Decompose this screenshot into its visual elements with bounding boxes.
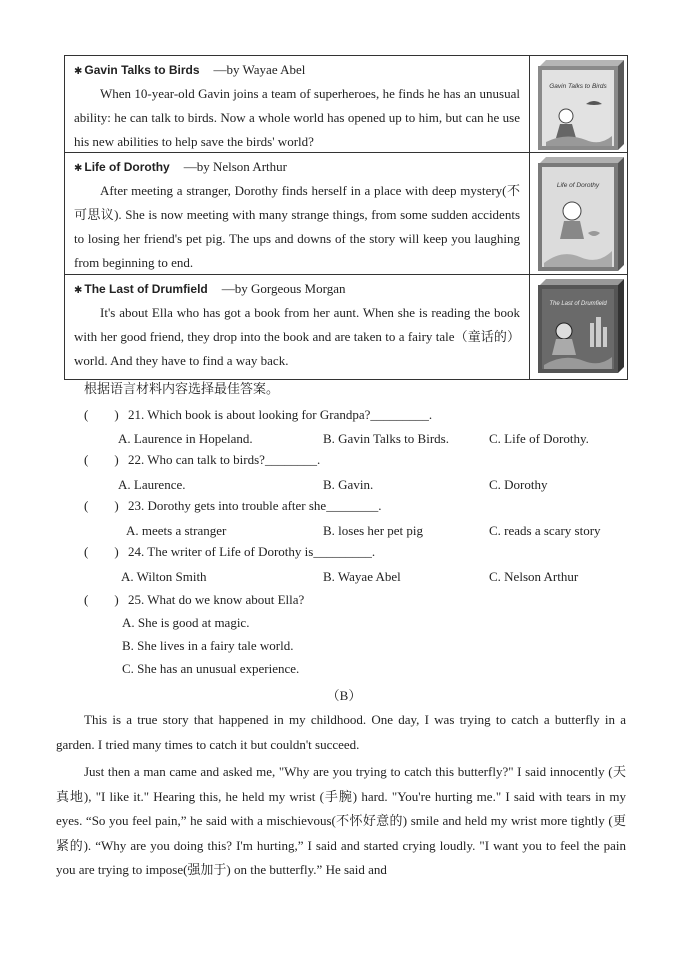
option-b[interactable]: B. loses her pet pig (323, 523, 424, 538)
book-table (64, 55, 628, 380)
book-row (65, 56, 627, 153)
question (84, 542, 375, 562)
star-icon: ✱ (74, 163, 83, 174)
book-title: Life of Dorothy (84, 160, 170, 174)
option-a[interactable]: A. She is good at magic. (122, 615, 250, 630)
book-author: —by Wayae Abel (213, 62, 306, 77)
book-heading (74, 279, 520, 299)
option-c[interactable]: C. Dorothy (489, 477, 548, 492)
answer-blank[interactable]: ( ) (84, 452, 119, 467)
book-info (65, 153, 530, 274)
question-text: 22. Who can talk to birds?________. (128, 452, 321, 467)
section-b-heading: （B） (326, 688, 362, 703)
answer-blank[interactable]: ( ) (84, 498, 119, 513)
book-description: When 10-year-old Gavin joins a team of superheroes, he finds he has an unusual ability: he can talk to birds. Now a whole world has opened up to him, but can he use his new abilities to help save the birds' world? (74, 86, 520, 149)
answer-blank[interactable]: ( ) (84, 544, 119, 559)
question (84, 450, 320, 470)
question-text: 23. Dorothy gets into trouble after she________. (128, 498, 382, 513)
cover-title: Gavin Talks to Birds (549, 83, 607, 90)
book-description: It's about Ella who has got a book from her aunt. When she is reading the book with her good friend, they drop into the book and are taken to a fairy tale（童话的）world. And they have to find a way back. (74, 305, 520, 368)
option-b[interactable]: B. Wayae Abel (323, 569, 401, 584)
question-text: 24. The writer of Life of Dorothy is_________. (128, 544, 376, 559)
book-author: —by Nelson Arthur (183, 159, 287, 174)
book-author: —by Gorgeous Morgan (221, 281, 346, 296)
cover-title: The Last of Drumfield (549, 301, 607, 307)
option-b[interactable]: B. Gavin. (323, 477, 374, 492)
option-c[interactable]: C. She has an unusual experience. (122, 661, 300, 676)
book-info (65, 56, 530, 152)
book-row (65, 153, 627, 275)
book-title: The Last of Drumfield (84, 282, 208, 296)
question-text: 21. Which book is about looking for Grandpa?_________. (128, 407, 433, 422)
answer-blank[interactable]: ( ) (84, 407, 119, 422)
instruction: 根据语言材料内容选择最佳答案。 (84, 382, 280, 397)
question-text: 25. What do we know about Ella? (128, 592, 305, 607)
book-heading (74, 157, 520, 177)
book-cover-image (532, 155, 627, 273)
book-cover-image (532, 58, 627, 150)
passage-paragraph: This is a true story that happened in my childhood. One day, I was trying to catch a butterfly in a garden. I tried many times to catch it but couldn't succeed. (56, 712, 626, 752)
option-a[interactable]: A. meets a stranger (126, 523, 227, 538)
option-c[interactable]: C. Nelson Arthur (489, 569, 579, 584)
option-a[interactable]: A. Laurence in Hopeland. (118, 431, 253, 446)
book-info (65, 275, 530, 379)
question (84, 590, 304, 610)
book-title: Gavin Talks to Birds (84, 63, 200, 77)
question (84, 496, 381, 516)
option-c[interactable]: C. Life of Dorothy. (489, 431, 589, 446)
option-c[interactable]: C. reads a scary story (489, 523, 601, 538)
option-b[interactable]: B. Gavin Talks to Birds. (323, 431, 449, 446)
passage-paragraph: Just then a man came and asked me, "Why are you trying to catch this butterfly?" I said innocently (天真地), "I like it." Hearing this, he held my wrist (手腕) hard. "You're hurting me." I said with tears in my eyes. “So you feel pain,” he said with a mischievous(不怀好意的) smile and held my wrist more tightly (更紧的). “Why are you doing this? I'm hurting,” I said and started crying loudly. "I want you to feel the pain you are trying to impose(强加于) on the butterfly.” He said and (56, 764, 626, 877)
option-a[interactable]: A. Wilton Smith (121, 569, 207, 584)
star-icon: ✱ (74, 285, 83, 296)
book-cover-image (532, 277, 627, 375)
question (84, 405, 432, 425)
book-description: After meeting a stranger, Dorothy finds herself in a place with deep mystery(不可思议). She is now meeting with many strange things, from some sudden accidents to losing her friend's pet pig. The ups and downs of the story will keep you laughing from beginning to end. (74, 183, 520, 270)
answer-blank[interactable]: ( ) (84, 592, 119, 607)
star-icon: ✱ (74, 66, 83, 77)
option-b[interactable]: B. She lives in a fairy tale world. (122, 638, 294, 653)
cover-title: Life of Dorothy (556, 182, 600, 189)
option-a[interactable]: A. Laurence. (118, 477, 186, 492)
book-heading (74, 60, 520, 80)
book-row (65, 275, 627, 379)
